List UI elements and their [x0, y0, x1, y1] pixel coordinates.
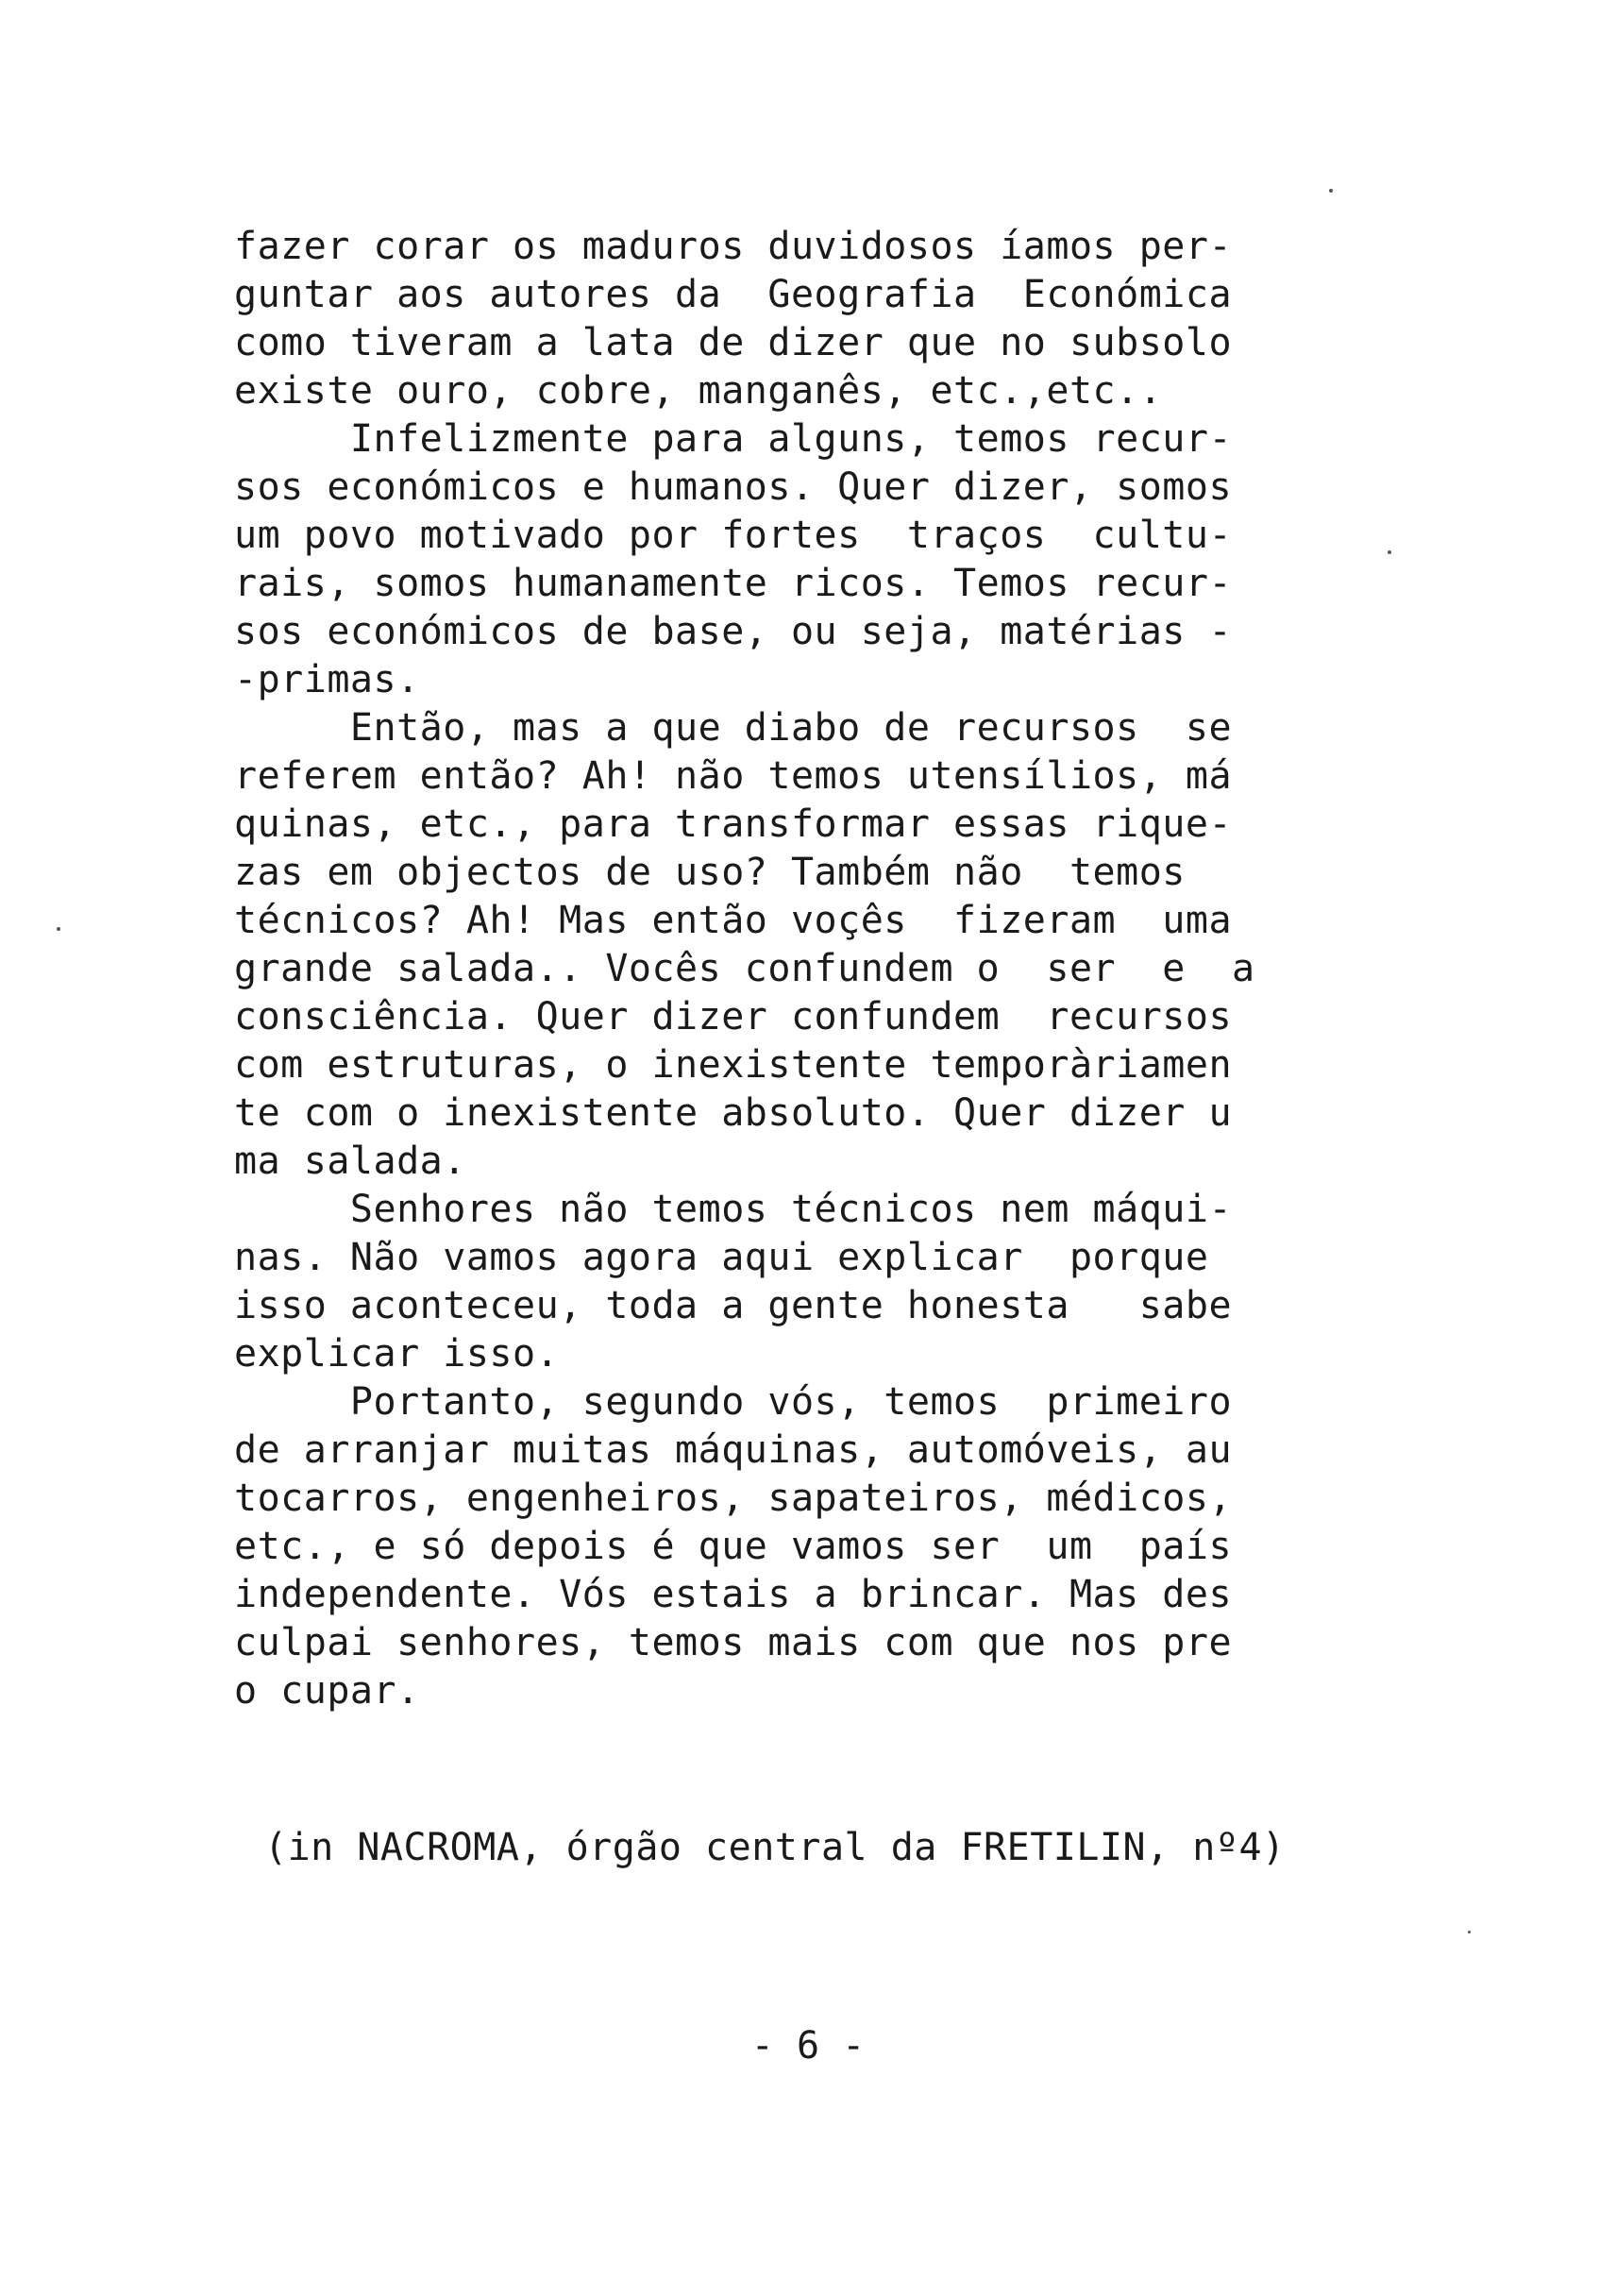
- text-line: independente. Vós estais a brincar. Mas des: [234, 1573, 1233, 1616]
- text-line: nas. Não vamos agora aqui explicar porque: [234, 1236, 1209, 1279]
- text-line: Infelizmente para alguns, temos recur-: [234, 417, 1233, 461]
- text-line: etc., e só depois é que vamos ser um país: [234, 1525, 1233, 1568]
- text-line: grande salada.. Vocês confundem o ser e a: [234, 947, 1255, 990]
- text-line: te com o inexistente absoluto. Quer dizer u: [234, 1091, 1233, 1135]
- text-line: Então, mas a que diabo de recursos se: [234, 706, 1233, 750]
- text-line: com estruturas, o inexistente temporàriamen: [234, 1043, 1233, 1087]
- text-line: rais, somos humanamente ricos. Temos recur-: [234, 562, 1233, 605]
- text-line: o cupar.: [234, 1669, 420, 1713]
- text-line: referem então? Ah! não temos utensílios, má: [234, 754, 1233, 798]
- text-line: -primas.: [234, 658, 420, 701]
- text-line: ma salada.: [234, 1140, 466, 1183]
- text-line: Portanto, segundo vós, temos primeiro: [234, 1380, 1233, 1424]
- page-number: - 6 -: [750, 2024, 866, 2068]
- scan-speck: [1329, 189, 1333, 193]
- text-line: sos económicos e humanos. Quer dizer, somos: [234, 465, 1233, 509]
- text-line: isso aconteceu, toda a gente honesta sabe: [234, 1284, 1233, 1327]
- scan-speck: [1468, 1931, 1471, 1933]
- text-line: de arranjar muitas máquinas, automóveis, au: [234, 1428, 1233, 1472]
- text-line: Senhores não temos técnicos nem máqui-: [234, 1188, 1233, 1231]
- citation: (in NACROMA, órgão central da FRETILIN, nº4): [264, 1826, 1286, 1869]
- text-line: consciência. Quer dizer confundem recursos: [234, 995, 1233, 1038]
- text-line: guntar aos autores da Geografia Económica: [234, 273, 1233, 316]
- text-line: fazer corar os maduros duvidosos íamos per-: [234, 225, 1233, 268]
- text-line: culpai senhores, temos mais com que nos pre: [234, 1621, 1233, 1664]
- text-line: tocarros, engenheiros, sapateiros, médicos,: [234, 1477, 1233, 1520]
- text-line: técnicos? Ah! Mas então voçês fizeram uma: [234, 899, 1233, 942]
- body-text: [234, 223, 1348, 1715]
- scan-speck: [57, 927, 60, 931]
- text-line: como tiveram a lata de dizer que no subsolo: [234, 321, 1233, 364]
- text-line: explicar isso.: [234, 1332, 560, 1376]
- scan-speck: [1388, 550, 1391, 554]
- text-line: existe ouro, cobre, manganês, etc.,etc..: [234, 369, 1163, 413]
- text-line: zas em objectos de uso? Também não temos: [234, 851, 1186, 894]
- text-line: quinas, etc., para transformar essas rique-: [234, 802, 1233, 846]
- text-line: um povo motivado por fortes traços cultu-: [234, 514, 1233, 557]
- text-line: sos económicos de base, ou seja, matérias -: [234, 610, 1233, 653]
